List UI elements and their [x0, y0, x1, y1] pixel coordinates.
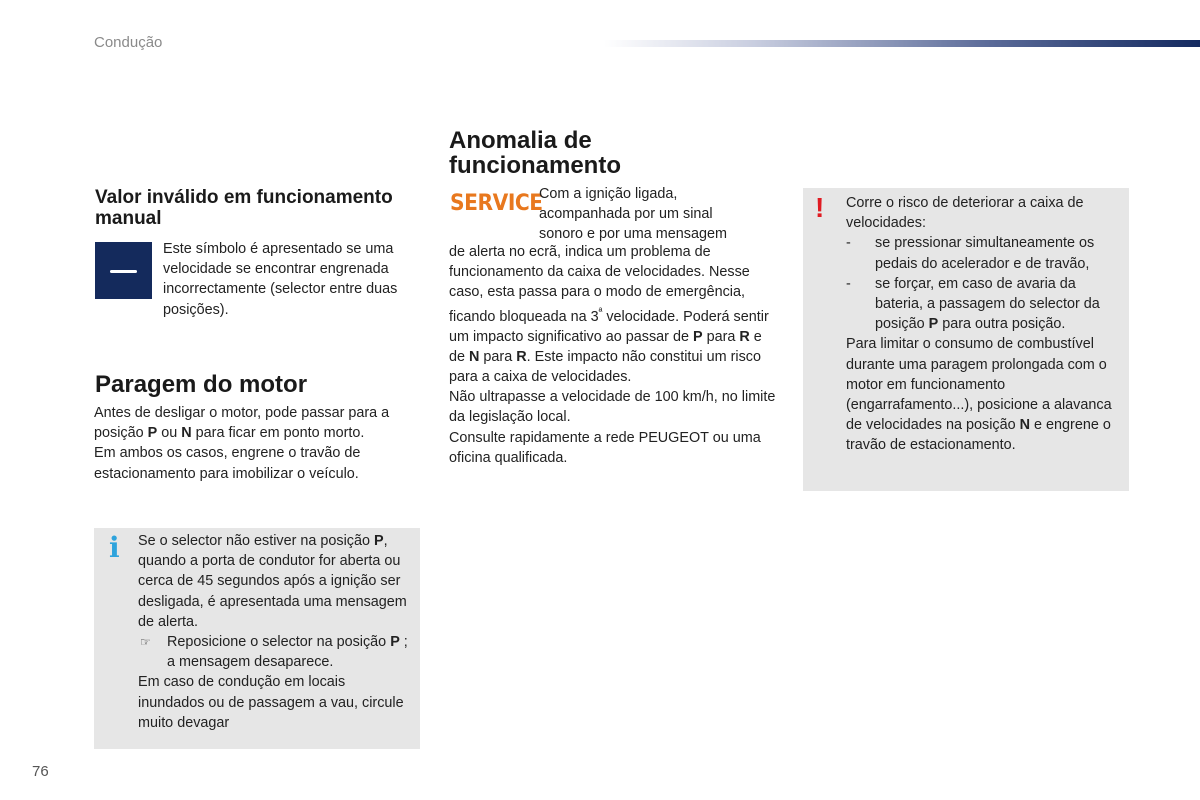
warning-exclamation-icon: !: [815, 192, 825, 223]
warning-note-box: [803, 188, 1129, 491]
malfunction-intro: Com a ignição ligada, acompanhada por um sinal sonoro e por uma mensagem: [539, 186, 727, 243]
malfunction-heading: Anomalia de funcionamento: [449, 127, 621, 179]
pointing-hand-icon: ☞: [140, 635, 151, 650]
engine-stop-text: Antes de desligar o motor, pode passar para a posição P ou N para ficar em ponto morto. Em ambos os casos, engrene o travão de estacionamento para imobilizar o veículo.: [94, 405, 390, 482]
warning-list-item: - se pressionar simultaneamente os pedais do acelerador e de travão,: [846, 235, 1095, 272]
warning-list-item: - se forçar, em caso de avaria da bateria, a passagem do selector da posição P para outra posição.: [846, 275, 1100, 333]
invalid-value-text: Este símbolo é apresentado se uma velocidade se encontrar engrenada incorrectamente (selector entre duas posições).: [163, 241, 398, 318]
invalid-value-heading: Valor inválido em funcionamento manual: [95, 187, 393, 229]
header-gradient-bar: [604, 40, 1200, 47]
malfunction-body: de alerta no ecrã, indica um problema de funcionamento da caixa de velocidades. Nesse caso, esta passa para o modo de emergência, ficando bloqueada na $3^ª$ velocidade. Poderá sentir um impacto significativo ao passar de P para R e de N para R. Este impacto não constitui um risco para a caixa de velocidades. Não ultrapasse a velocidade de 100 km/h, no limite da legislação local. Consulte rapidamente a rede PEUGEOT ou uma oficina qualificada.: [449, 244, 776, 466]
page-number: 76: [32, 763, 49, 780]
service-warning-icon: SERVICE: [450, 191, 543, 216]
gear-invalid-icon: [95, 242, 152, 299]
section-label: Condução: [94, 34, 163, 51]
info-icon: i: [109, 531, 120, 564]
warning-note-text: Corre o risco de deteriorar a caixa de velocidades: - se pressionar simultaneamente os pedais do acelerador e de travão, - se forçar, em caso de avaria da bateria, a passagem do selector da posição P para outra posição. Para limitar o consumo de combustível durante uma paragem prolongada com o motor em funcionamento (engarrafamento...), posicione a alavanca de velocidades na posição N e engrene o travão de estacionamento.: [846, 193, 1122, 456]
info-note-box: [94, 528, 420, 749]
info-action-item: ☞ Reposicione o selector na posição P ; a mensagem desaparece.: [140, 634, 408, 671]
engine-stop-heading: Paragem do motor: [95, 371, 308, 398]
info-note-text: Se o selector não estiver na posição P, quando a porta de condutor for aberta ou cerca de 45 segundos após a ignição ser desligada, é apresentada uma mensagem de alerta. ☞ Reposicione o selector na posição P ; a mensagem desaparece. Em caso de condução em locais inundados ou de passagem a vau, circule muito devagar: [138, 531, 410, 733]
